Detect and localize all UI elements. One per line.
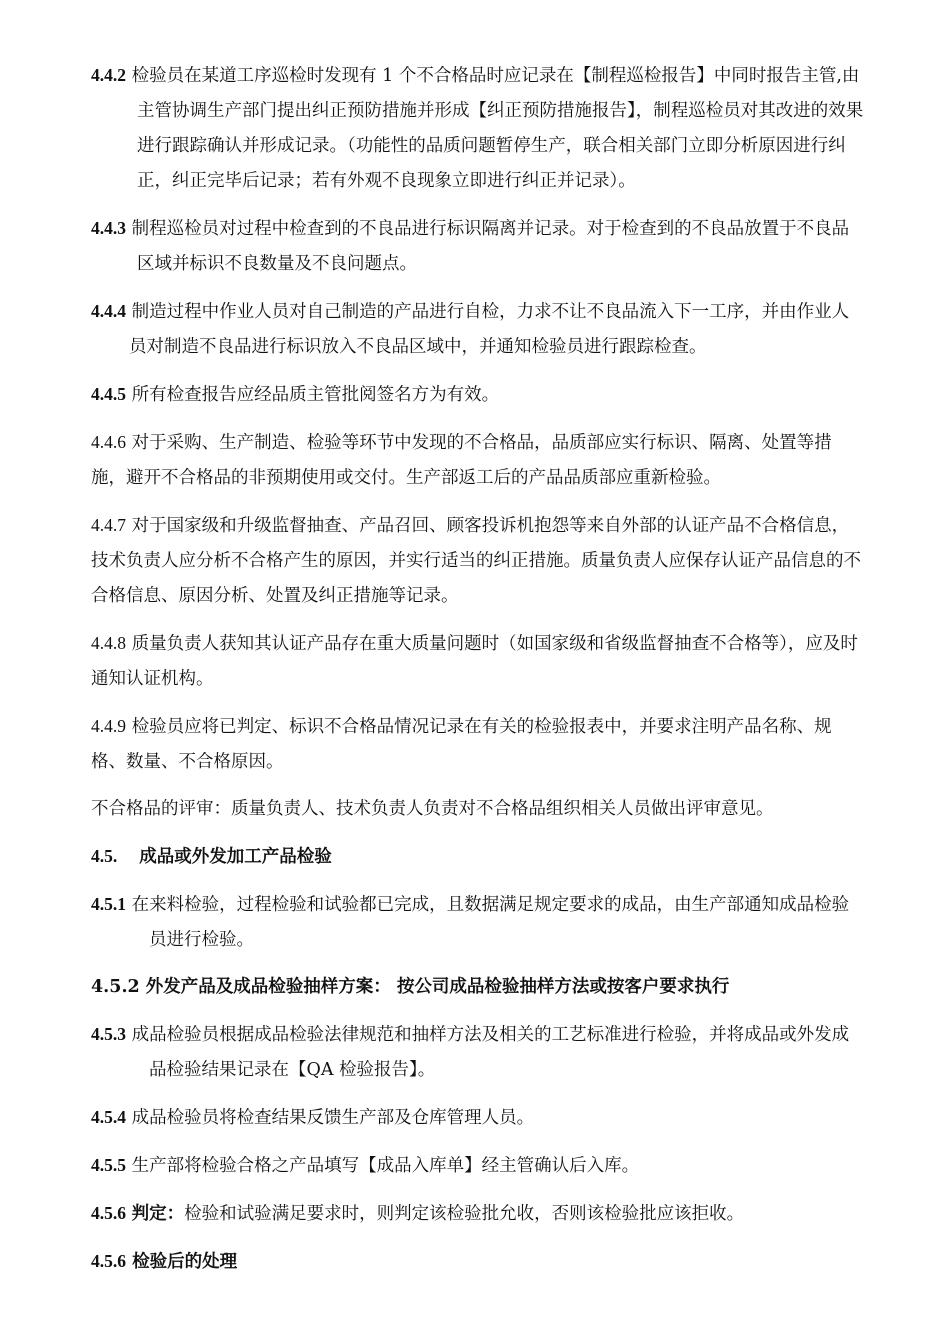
clause-number: 4.4.2	[91, 65, 126, 85]
section-number: 4.5.	[91, 846, 118, 866]
review-paragraph	[91, 792, 864, 827]
clause-number: 4.5.6	[91, 1203, 126, 1223]
clause-label: 判定：	[131, 1204, 185, 1224]
clause-4-4-8	[91, 626, 864, 697]
clause-text: 在来料检验，过程检验和试验都已完成，且数据满足规定要求的成品，由生产部通知成品检验员进行检验。	[131, 895, 850, 950]
clause-4-5-1	[91, 887, 864, 958]
clause-text: 制程巡检员对过程中检查到的不良品进行标识隔离并记录。对于检查到的不良品放置于不良品区域并标识不良数量及不良问题点。	[131, 219, 850, 274]
review-text: 不合格品的评审：质量负责人、技术负责人负责对不合格品组织相关人员做出评审意见。	[91, 799, 774, 819]
clause-4-5-5	[91, 1148, 864, 1184]
clause-number: 4.5.3	[91, 1024, 126, 1044]
clause-number: 4.5.5	[91, 1155, 126, 1175]
clause-number: 4.4.5	[91, 384, 126, 404]
clause-4-4-3	[91, 211, 864, 282]
clause-text: 检验员在某道工序巡检时发现有 1 个不合格品时应记录在【制程巡检报告】中同时报告主管,由主管协调生产部门提出纠正预防措施并形成【纠正预防措施报告】，制程巡检员对其改进的效果进行跟踪确认并形成记录。（功能性的品质问题暂停生产，联合相关部门立即分析原因进行纠正，纠正完毕后记录；若有外观不良现象立即进行纠正并记录）。	[131, 66, 864, 191]
clause-text: 4.5.2 外发产品及成品检验抽样方案： 按公司成品检验抽样方法或按客户要求执行	[91, 977, 730, 997]
clause-4-4-5	[91, 377, 864, 413]
clause-4-4-6	[91, 425, 864, 496]
clause-text: 检验员应将已判定、标识不合格品情况记录在有关的检验报表中，并要求注明产品名称、规格、数量、不合格原因。	[91, 717, 832, 772]
clause-number: 4.5.1	[91, 894, 126, 914]
clause-4-5-6-handling	[91, 1244, 864, 1280]
clause-number: 4.4.8	[91, 633, 126, 653]
clause-4-5-6-judgement	[91, 1196, 864, 1232]
clause-4-4-7	[91, 508, 864, 614]
clause-text: 成品检验员根据成品检验法律规范和抽样方法及相关的工艺标准进行检验，并将成品或外发成品检验结果记录在【QA 检验报告】。	[131, 1025, 850, 1080]
section-title: 成品或外发加工产品检验	[139, 847, 332, 867]
clause-number: 4.4.9	[91, 716, 126, 736]
clause-number: 4.4.7	[91, 515, 126, 535]
clause-title: 检验后的处理	[132, 1252, 238, 1272]
clause-4-4-9	[91, 709, 864, 780]
clause-number: 4.4.3	[91, 218, 126, 238]
clause-number: 4.4.6	[91, 432, 126, 452]
clause-number: 4.4.4	[91, 301, 126, 321]
clause-4-5-4	[91, 1100, 864, 1136]
clause-text: 制造过程中作业人员对自己制造的产品进行自检，力求不让不良品流入下一工序，并由作业人员对制造不良品进行标识放入不良品区域中，并通知检验员进行跟踪检查。	[129, 302, 850, 357]
clause-number: 4.5.6	[91, 1251, 126, 1271]
clause-4-4-4	[91, 294, 864, 365]
clause-text: 对于采购、生产制造、检验等环节中发现的不合格品，品质部应实行标识、隔离、处置等措施，避开不合格品的非预期使用或交付。生产部返工后的产品品质部应重新检验。	[91, 433, 832, 488]
clause-text: 对于国家级和升级监督抽查、产品召回、顾客投诉机抱怨等来自外部的认证产品不合格信息，技术负责人应分析不合格产生的原因，并实行适当的纠正措施。质量负责人应保存认证产品信息的不合格信息、原因分析、处置及纠正措施等记录。	[91, 516, 861, 606]
clause-text: 成品检验员将检查结果反馈生产部及仓库管理人员。	[131, 1108, 535, 1128]
clause-4-4-2	[91, 58, 864, 199]
clause-number: 4.5.4	[91, 1107, 126, 1127]
clause-4-5-3	[91, 1017, 864, 1088]
clause-text: 生产部将检验合格之产品填写【成品入库单】经主管确认后入库。	[131, 1156, 640, 1176]
clause-text: 质量负责人获知其认证产品存在重大质量问题时（如国家级和省级监督抽查不合格等），应及时通知认证机构。	[91, 634, 858, 689]
section-heading-4-5	[91, 839, 864, 875]
clause-text: 所有检查报告应经品质主管批阅签名方为有效。	[131, 385, 500, 405]
clause-4-5-2	[91, 970, 864, 1005]
clause-text: 检验和试验满足要求时，则判定该检验批允收，否则该检验批应该拒收。	[184, 1204, 745, 1224]
